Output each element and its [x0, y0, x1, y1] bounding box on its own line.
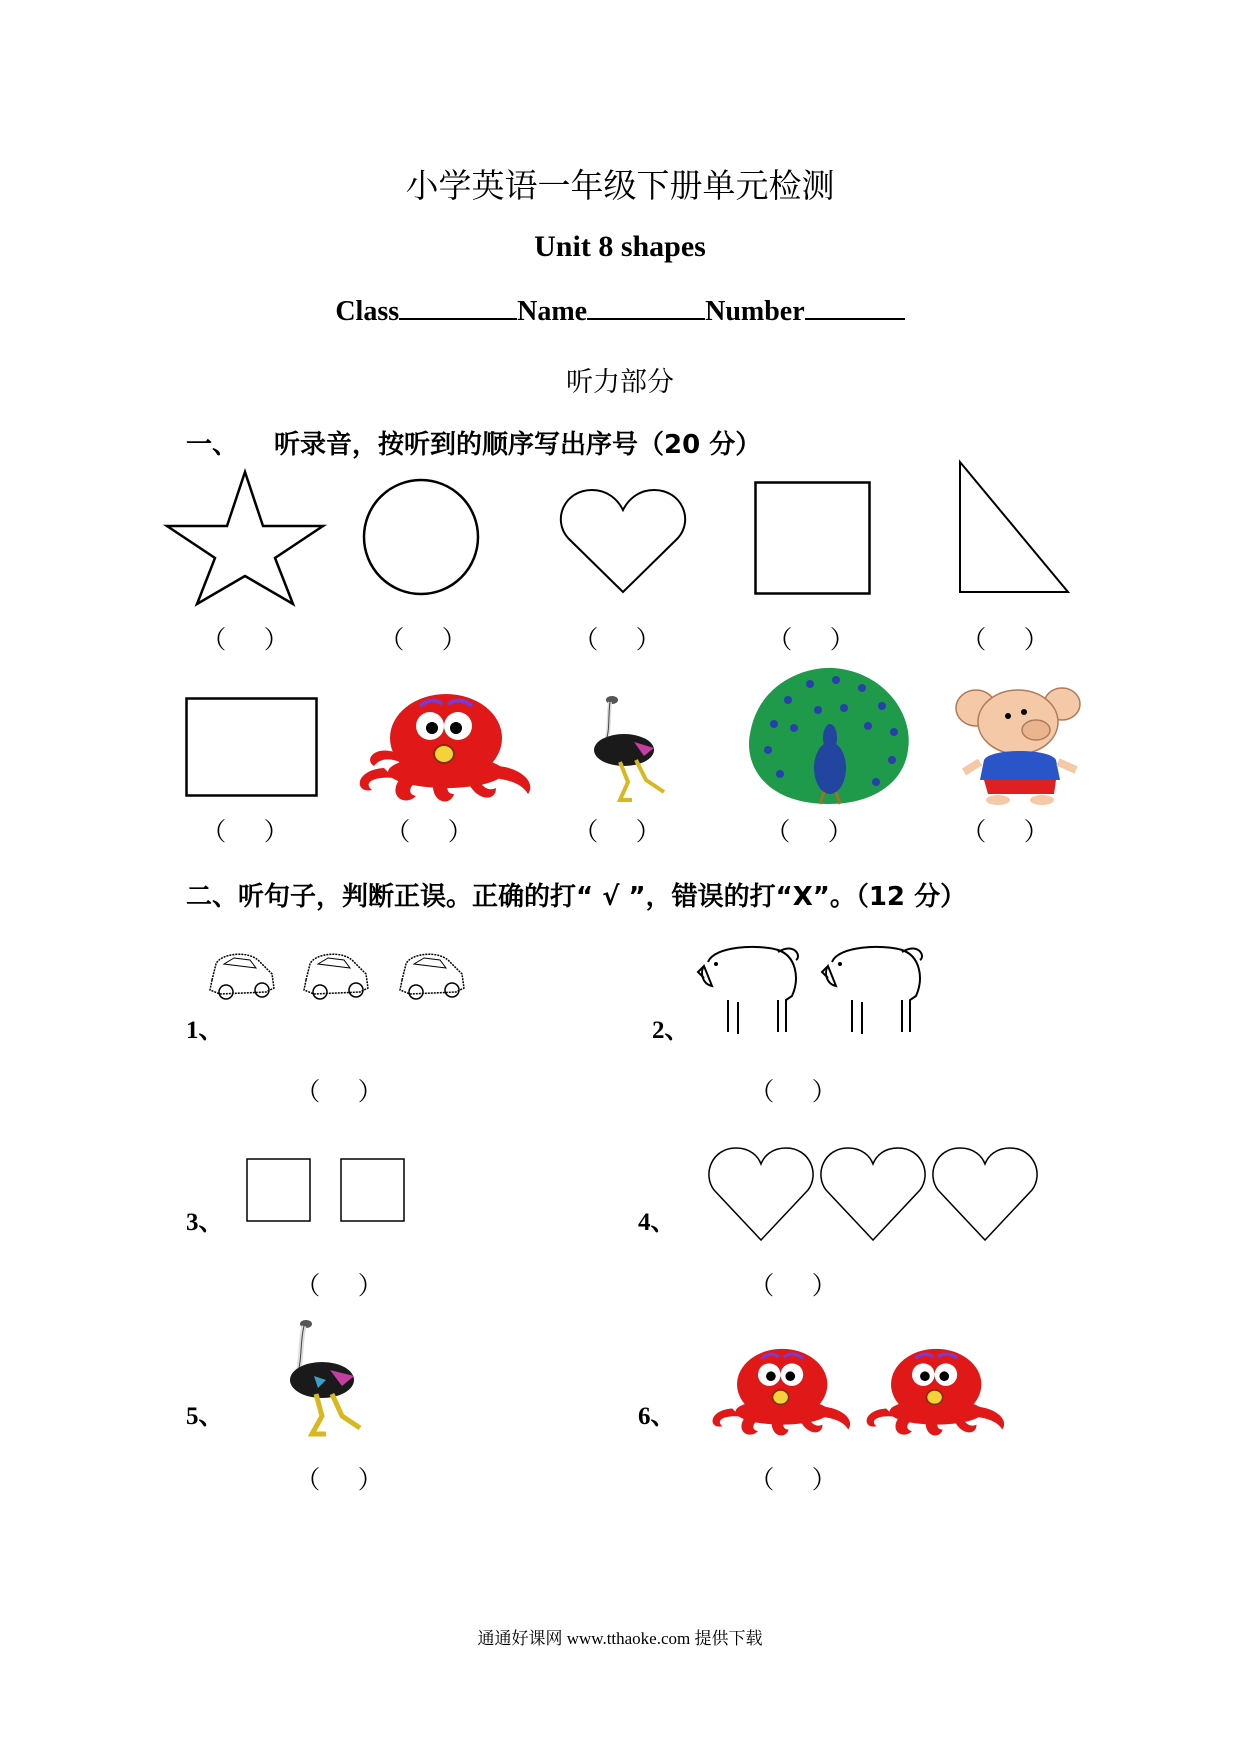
- heart-icon: [708, 1146, 814, 1242]
- unit-title: Unit 8 shapes: [534, 230, 706, 263]
- question-number-6: 6、: [638, 1403, 676, 1430]
- pig-icon: [950, 682, 1084, 806]
- answer-blank-5[interactable]: （ ）: [961, 627, 1049, 654]
- question-number-5: 5、: [186, 1403, 224, 1430]
- number-label: Number: [705, 296, 805, 327]
- q3-answer-blank[interactable]: （ ）: [295, 1273, 383, 1300]
- page-title: 小学英语一年级下册单元检测: [405, 166, 835, 205]
- heart-icon: [820, 1146, 926, 1242]
- triangle-icon: [958, 460, 1070, 594]
- octopus-icon: [354, 690, 540, 810]
- q5-answer-blank[interactable]: （ ）: [295, 1467, 383, 1494]
- part2-heading: 二、听句子，判断正误。正确的打“ √ ”，错误的打“X”。（12 分）: [186, 882, 967, 912]
- class-blank[interactable]: [399, 292, 517, 320]
- part1-heading: 听录音，按听到的顺序写出序号（20 分）: [274, 430, 762, 460]
- q1-answer-blank[interactable]: （ ）: [295, 1079, 383, 1106]
- number-blank[interactable]: [805, 292, 905, 320]
- car-icon: [206, 940, 278, 1006]
- q4-answer-blank[interactable]: （ ）: [749, 1273, 837, 1300]
- heart-icon: [560, 486, 686, 596]
- answer-blank-8[interactable]: （ ）: [573, 819, 661, 846]
- name-blank[interactable]: [587, 292, 705, 320]
- circle-icon: [362, 478, 480, 596]
- octopus-icon: [862, 1344, 1012, 1444]
- pig-outline-icon: [822, 942, 926, 1036]
- square-icon: [246, 1158, 312, 1222]
- car-icon: [396, 940, 468, 1006]
- footer-credit: 通通好课网 www.tthaoke.com 提供下载: [477, 1629, 763, 1648]
- answer-blank-7[interactable]: （ ）: [385, 819, 473, 846]
- heart-icon: [932, 1146, 1038, 1242]
- answer-blank-2[interactable]: （ ）: [379, 627, 467, 654]
- student-info-line: [0, 292, 1240, 328]
- rectangle-icon: [185, 697, 319, 797]
- peacock-icon: [744, 664, 914, 806]
- q6-answer-blank[interactable]: （ ）: [749, 1467, 837, 1494]
- class-label: Class: [335, 296, 400, 327]
- part1-heading-number: 一、: [186, 430, 239, 460]
- answer-blank-10[interactable]: （ ）: [961, 819, 1049, 846]
- answer-blank-3[interactable]: （ ）: [573, 627, 661, 654]
- section-heading: 听力部分: [566, 367, 674, 398]
- answer-blank-6[interactable]: （ ）: [201, 819, 289, 846]
- q2-answer-blank[interactable]: （ ）: [749, 1079, 837, 1106]
- question-number-2: 2、: [652, 1017, 690, 1044]
- square-icon: [754, 481, 872, 595]
- question-number-3: 3、: [186, 1209, 224, 1236]
- question-number-4: 4、: [638, 1209, 676, 1236]
- star-icon: [165, 470, 325, 606]
- car-icon: [300, 940, 372, 1006]
- answer-blank-1[interactable]: （ ）: [201, 627, 289, 654]
- octopus-icon: [708, 1344, 858, 1444]
- ostrich-icon: [584, 696, 674, 804]
- question-number-1: 1、: [186, 1017, 224, 1044]
- ostrich-icon: [282, 1320, 372, 1438]
- answer-blank-9[interactable]: （ ）: [765, 819, 853, 846]
- name-label: Name: [517, 296, 588, 327]
- answer-blank-4[interactable]: （ ）: [767, 627, 855, 654]
- pig-outline-icon: [698, 942, 802, 1036]
- square-icon: [340, 1158, 406, 1222]
